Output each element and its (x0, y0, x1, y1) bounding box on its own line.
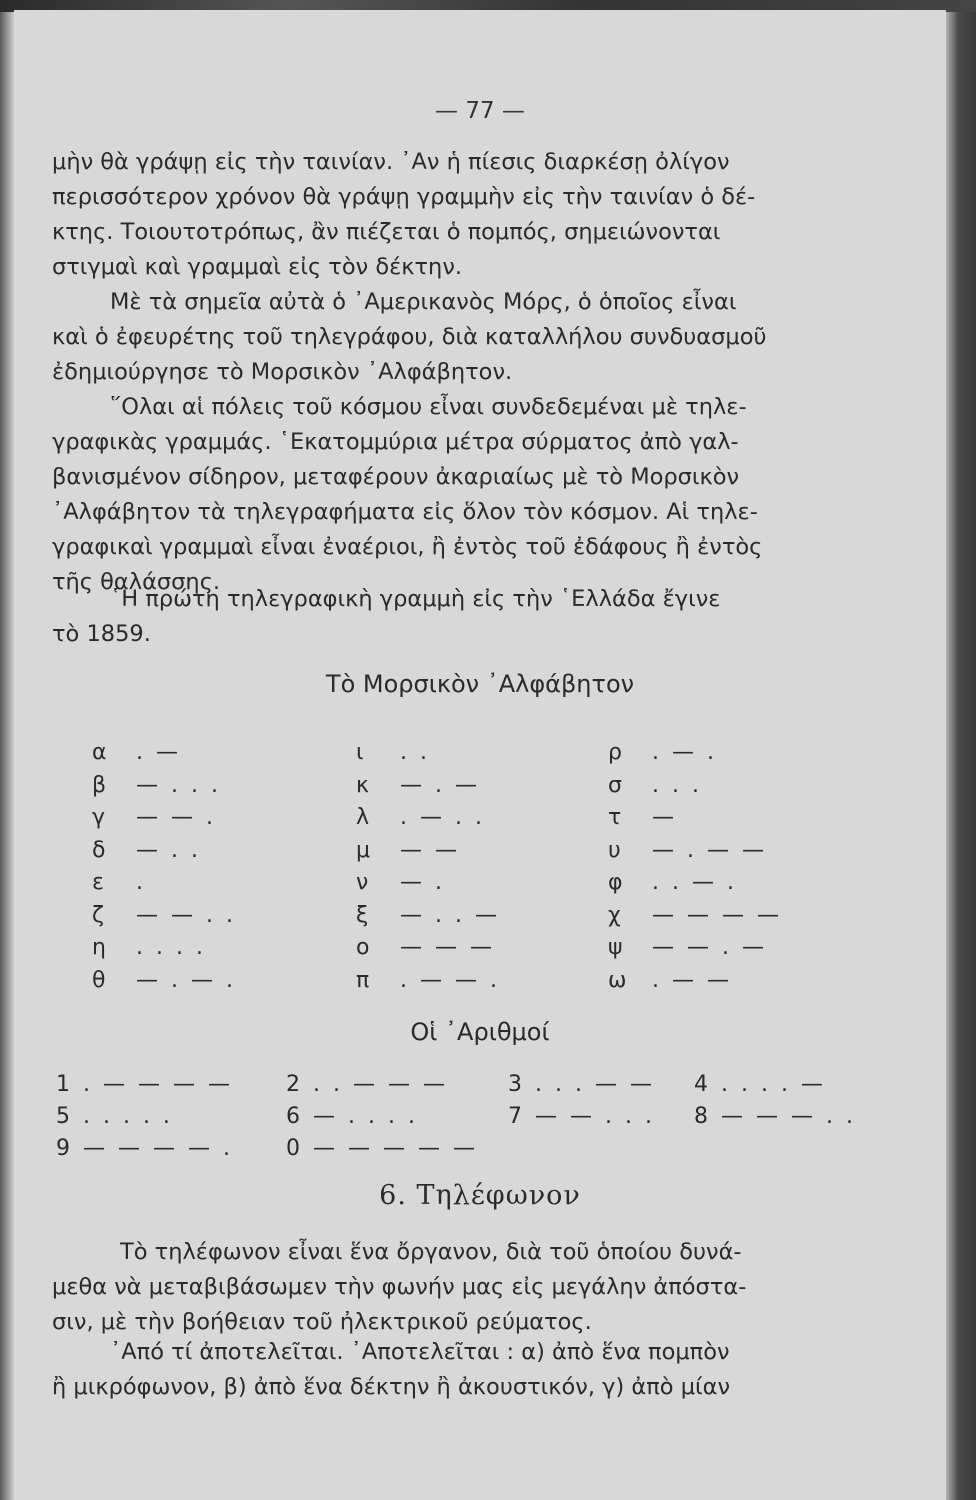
paragraph-2 (52, 285, 852, 390)
letter: λ (356, 805, 370, 830)
morse-number-entry: 8 — — — . . (694, 1104, 856, 1129)
numbers-heading: Οἱ ᾿Αριθμοί (410, 1018, 550, 1046)
morse-letter-entry (608, 773, 702, 798)
letter: γ (92, 805, 106, 830)
text-line: περισσότερον χρόνον θὰ γράψῃ γραμμὴν εἰς τὴν ταινίαν ὁ δέ- (52, 184, 756, 210)
paragraph-6 (52, 1335, 852, 1405)
letter: υ (608, 837, 621, 863)
morse-letter-entry (92, 740, 181, 765)
text-line: ἢ μικρόφωνον, β) ἀπὸ ἕνα δέκτην ἢ ἀκουστικόν, γ) ἀπὸ μίαν (52, 1374, 731, 1400)
morse-letter-entry (92, 773, 221, 798)
morse-number-entry: 6 — . . . . (286, 1104, 418, 1129)
morse-code: . . . . (136, 935, 206, 960)
morse-code: — — (400, 837, 460, 863)
morse-letter-entry (92, 838, 201, 863)
text-line: ἐδημιούργησε τὸ Μορσικὸν ᾿Αλφάβητον. (52, 359, 513, 385)
morse-number-entry: 2 . . — — — (286, 1072, 448, 1097)
morse-letter-entry (356, 805, 485, 830)
morse-letter-entry (92, 805, 216, 830)
text-line: γραφικὰς γραμμάς. ῾Εκατομμύρια μέτρα σύρματος ἀπὸ γαλ- (52, 429, 739, 455)
section-heading: 6. Τηλέφωνον (379, 1180, 581, 1211)
letter: η (92, 935, 106, 960)
morse-number-entry: 4 . . . . — (694, 1072, 826, 1097)
morse-code: . — — . (400, 967, 500, 993)
morse-code: . . (400, 740, 430, 765)
morse-code: — . . (136, 837, 201, 863)
morse-number-entry: 5 . . . . . (56, 1104, 173, 1129)
morse-alphabet-heading: Τὸ Μορσικὸν ᾿Αλφάβητον (325, 670, 635, 698)
morse-code: — — — — (652, 902, 782, 928)
letter: τ (608, 805, 622, 830)
letter: ρ (608, 740, 622, 765)
morse-code: — . (400, 870, 445, 895)
morse-code: — (652, 805, 677, 830)
morse-code: — — — (400, 935, 495, 960)
letter: ζ (92, 902, 104, 928)
morse-letter-entry (356, 740, 430, 765)
morse-code: . — — (652, 967, 732, 993)
morse-letter-entry (608, 968, 732, 993)
paragraph-4 (52, 582, 852, 652)
morse-letter-entry (356, 935, 495, 960)
text-line: ῾Η πρώτη τηλεγραφικὴ γραμμὴ εἰς τὴν ῾Ελλάδα ἔγινε (110, 586, 721, 612)
morse-letter-entry (608, 935, 767, 960)
text-line: ᾿Αλφάβητον τὰ τηλεγραφήματα εἰς ὅλον τὸν κόσμον. Αἱ τηλε- (52, 499, 758, 525)
morse-code: — . . . (136, 772, 221, 798)
text-line: ᾿Από τί ἀποτελεῖται. ᾿Αποτελεῖται : α) ἀπὸ ἕνα πομπὸν (110, 1339, 730, 1365)
text-line: ῞Ολαι αἱ πόλεις τοῦ κόσμου εἶναι συνδεδεμέναι μὲ τηλε- (110, 394, 747, 420)
letter: ω (608, 967, 627, 993)
text-line: Τὸ τηλέφωνον εἶναι ἕνα ὄργανον, διὰ τοῦ ὁποίου δυνά- (120, 1239, 742, 1265)
morse-letter-entry (608, 870, 737, 895)
letter: θ (92, 967, 106, 993)
letter: κ (356, 772, 369, 798)
morse-number-entry: 0 — — — — — (286, 1136, 478, 1161)
morse-letter-entry (356, 838, 460, 863)
letter: ο (356, 935, 370, 960)
morse-code: — . . — (400, 902, 500, 928)
text-line: στιγμαὶ καὶ γραμμαὶ εἰς τὸν δέκτην. (52, 254, 463, 280)
morse-code: — . — (400, 772, 480, 798)
letter: ι (356, 740, 364, 765)
morse-letter-entry (356, 903, 500, 928)
letter: φ (608, 870, 623, 895)
letter: μ (356, 837, 370, 863)
morse-letter-entry (608, 903, 782, 928)
morse-letter-entry (92, 903, 236, 928)
text-line: Μὲ τὰ σημεῖα αὐτὰ ὁ ᾿Αμερικανὸς Μόρς, ὁ ὁποῖος εἶναι (110, 289, 737, 315)
morse-code: — — . — (652, 935, 767, 960)
letter: β (92, 772, 107, 798)
morse-letter-entry (608, 805, 677, 830)
paragraph-3 (52, 390, 852, 600)
letter: ψ (608, 935, 623, 960)
morse-code: . — . (652, 740, 717, 765)
morse-number-entry: 7 — — . . . (508, 1104, 655, 1129)
morse-letter-entry (608, 838, 767, 863)
morse-number-entry: 9 — — — — . (56, 1136, 233, 1161)
letter: α (92, 740, 107, 765)
book-page (14, 10, 946, 1500)
paragraph-5 (52, 1235, 852, 1340)
letter: π (356, 967, 370, 993)
morse-number-entry: 3 . . . — — (508, 1072, 655, 1097)
letter: ξ (356, 902, 369, 928)
morse-letter-entry (92, 968, 236, 993)
morse-code: — . — . (136, 967, 236, 993)
morse-code: — — . . (136, 902, 236, 928)
text-line: κτης. Τοιουτοτρόπως, ἂν πιέζεται ὁ πομπός, σημειώνονται (52, 219, 721, 245)
letter: ε (92, 870, 104, 895)
text-line: τῆς θαλάσσης. (52, 569, 221, 595)
morse-letter-entry (356, 968, 500, 993)
text-line: καὶ ὁ ἐφευρέτης τοῦ τηλεγράφου, διὰ καταλλήλου συνδυασμοῦ (52, 324, 767, 350)
text-line: γραφικαὶ γραμμαὶ εἶναι ἐναέριοι, ἢ ἐντὸς τοῦ ἐδάφους ἢ ἐντὸς (52, 534, 763, 560)
page-number: — 77 — (435, 98, 525, 124)
text-line: μεθα νὰ μεταβιβάσωμεν τὴν φωνήν μας εἰς μεγάλην ἀπόστα- (52, 1274, 747, 1300)
letter: σ (608, 772, 622, 798)
letter: χ (608, 902, 621, 928)
morse-letter-entry (92, 935, 206, 960)
text-line: μὴν θὰ γράψῃ εἰς τὴν ταινίαν. ᾿Αν ἡ πίεσις διαρκέσῃ ὀλίγον (52, 149, 730, 175)
text-line: βανισμένον σίδηρον, μεταφέρουν ἀκαριαίως μὲ τὸ Μορσικὸν (52, 464, 740, 490)
morse-code: . — (136, 740, 181, 765)
text-line: τὸ 1859. (52, 621, 151, 647)
letter: δ (92, 837, 106, 863)
morse-letter-entry (356, 773, 480, 798)
morse-code: . . — . (652, 870, 737, 895)
morse-letter-entry (92, 870, 146, 895)
morse-letter-entry (356, 870, 445, 895)
morse-code: — — . (136, 805, 216, 830)
morse-code: . — . . (400, 805, 485, 830)
morse-code: . . . (652, 772, 702, 798)
letter: ν (356, 870, 369, 895)
morse-code: . (136, 870, 146, 895)
morse-number-entry: 1 . — — — — (56, 1072, 233, 1097)
morse-code: — . — — (652, 837, 767, 863)
morse-letter-entry (608, 740, 717, 765)
text-line: σιν, μὲ τὴν βοήθειαν τοῦ ἠλεκτρικοῦ ρεύματος. (52, 1309, 592, 1335)
paragraph-1 (52, 145, 852, 285)
